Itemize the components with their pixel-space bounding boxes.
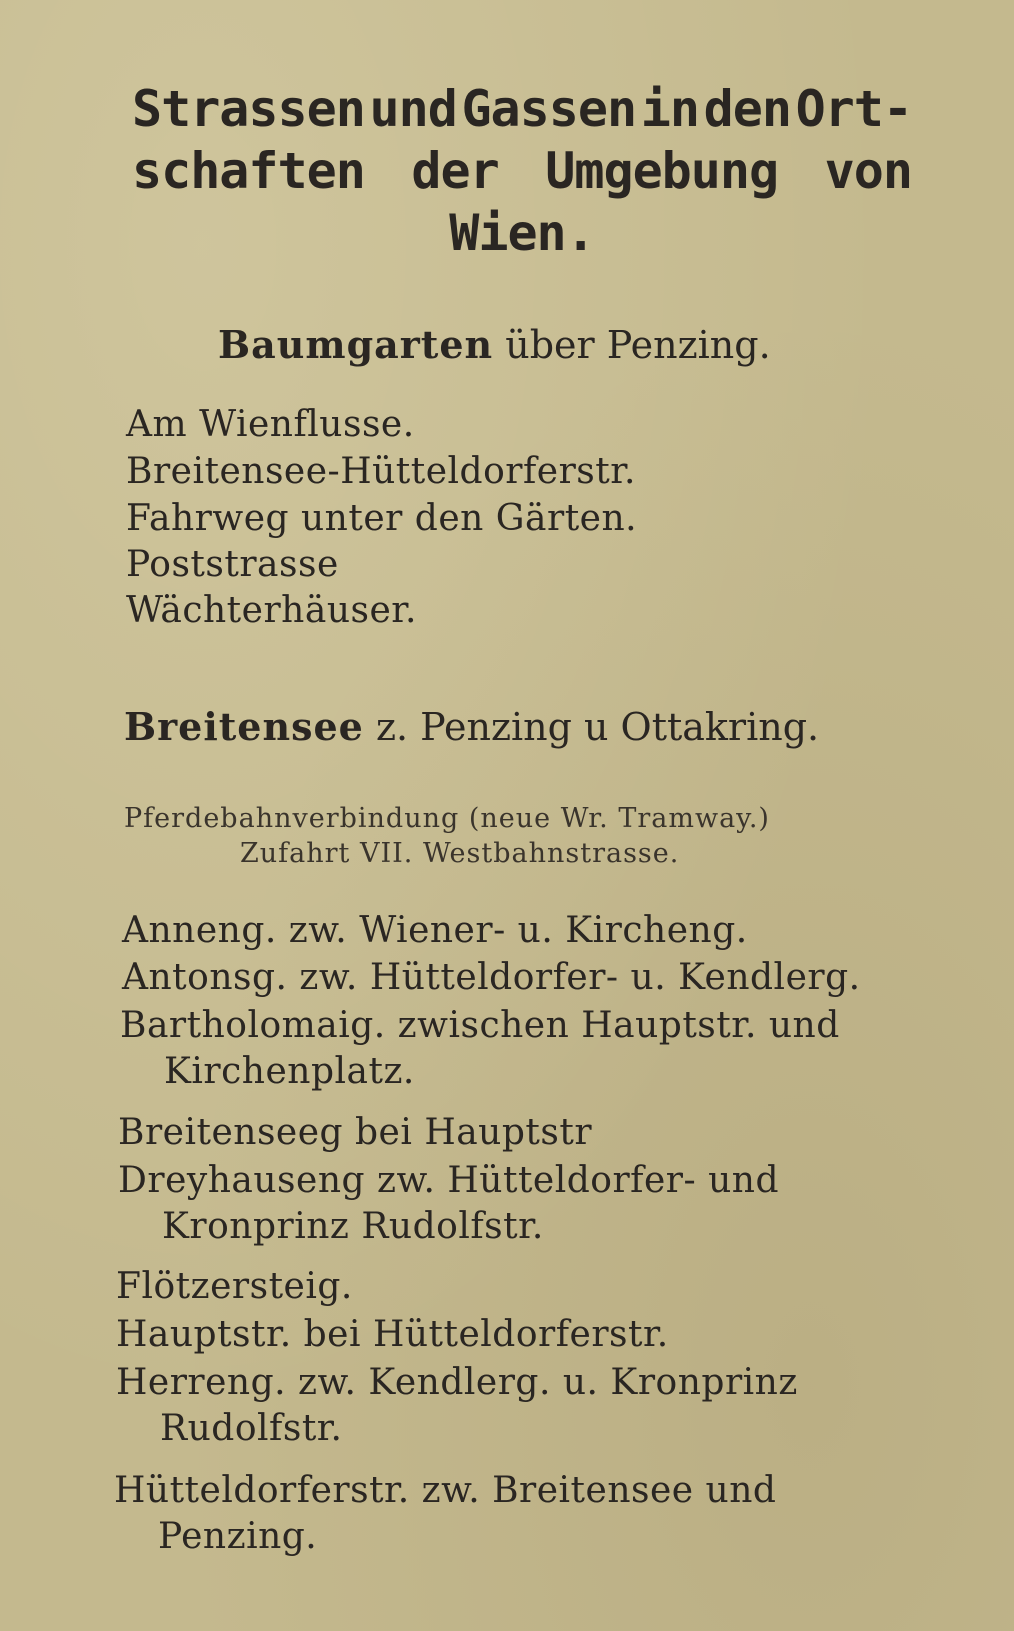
title-word: Ort- [795, 80, 912, 138]
street-entry: Am Wienflusse. [126, 404, 415, 445]
street-entry: Fahrweg unter den Gärten. [126, 498, 638, 539]
street-entry: Flötzersteig. [116, 1266, 353, 1307]
street-entry-line-1: Hütteldorferstr. zw. Breitensee und [114, 1470, 777, 1511]
title-line-3 [132, 202, 912, 264]
title-word: in [640, 80, 699, 138]
title-word: schaften [132, 142, 365, 200]
section-name: Breitensee [124, 704, 364, 749]
title-line-1 [132, 78, 912, 140]
title-word: Gassen [461, 80, 637, 138]
street-entry-line-2: Kronprinz Rudolfstr. [162, 1206, 544, 1247]
title-word: Strassen [132, 80, 365, 138]
title-word: von [824, 142, 912, 200]
street-entry: Anneng. zw. Wiener- u. Kircheng. [122, 910, 748, 951]
section-heading-baumgarten [218, 322, 771, 367]
street-entry-line-2: Kirchenplatz. [164, 1051, 415, 1092]
section-subtitle: über Penzing. [505, 323, 771, 367]
street-entry [120, 1003, 840, 1095]
street-entry [116, 1360, 798, 1452]
street-entry-line-1: Herreng. zw. Kendlerg. u. Kronprinz [116, 1362, 798, 1403]
section-note-line-1: Pferdebahnverbindung (neue Wr. Tramway.) [124, 803, 770, 834]
section-subtitle: z. Penzing u Ottakring. [375, 705, 820, 749]
street-entry [118, 1158, 779, 1250]
title-line-3-text: Wien. [449, 204, 595, 262]
street-entry [114, 1468, 776, 1560]
street-entry: Hauptstr. bei Hütteldorferstr. [116, 1314, 669, 1355]
street-entry-line-2: Rudolfstr. [160, 1408, 343, 1449]
street-entry: Breitensee-Hütteldorferstr. [126, 451, 636, 492]
street-entry-line-1: Bartholomaig. zwischen Hauptstr. und [120, 1005, 840, 1046]
title-word: Umgebung [545, 142, 779, 200]
title-line-2 [132, 140, 912, 202]
title-word: der [411, 142, 499, 200]
street-entry: Poststrasse [126, 544, 339, 585]
section-note-line-2: Zufahrt VII. Westbahnstrasse. [240, 838, 680, 869]
street-entry: Breitenseeg bei Hauptstr [118, 1112, 593, 1153]
section-name: Baumgarten [218, 322, 494, 367]
title-word: den [703, 80, 791, 138]
street-entry-line-1: Dreyhauseng zw. Hütteldorfer- und [118, 1160, 780, 1201]
street-entry: Antonsg. zw. Hütteldorfer- u. Kendlerg. [122, 957, 861, 998]
page-title [132, 78, 912, 264]
section-heading-breitensee [124, 704, 819, 749]
title-word: und [369, 80, 457, 138]
street-entry: Wächterhäuser. [126, 590, 417, 631]
street-entry-line-2: Penzing. [158, 1516, 318, 1557]
